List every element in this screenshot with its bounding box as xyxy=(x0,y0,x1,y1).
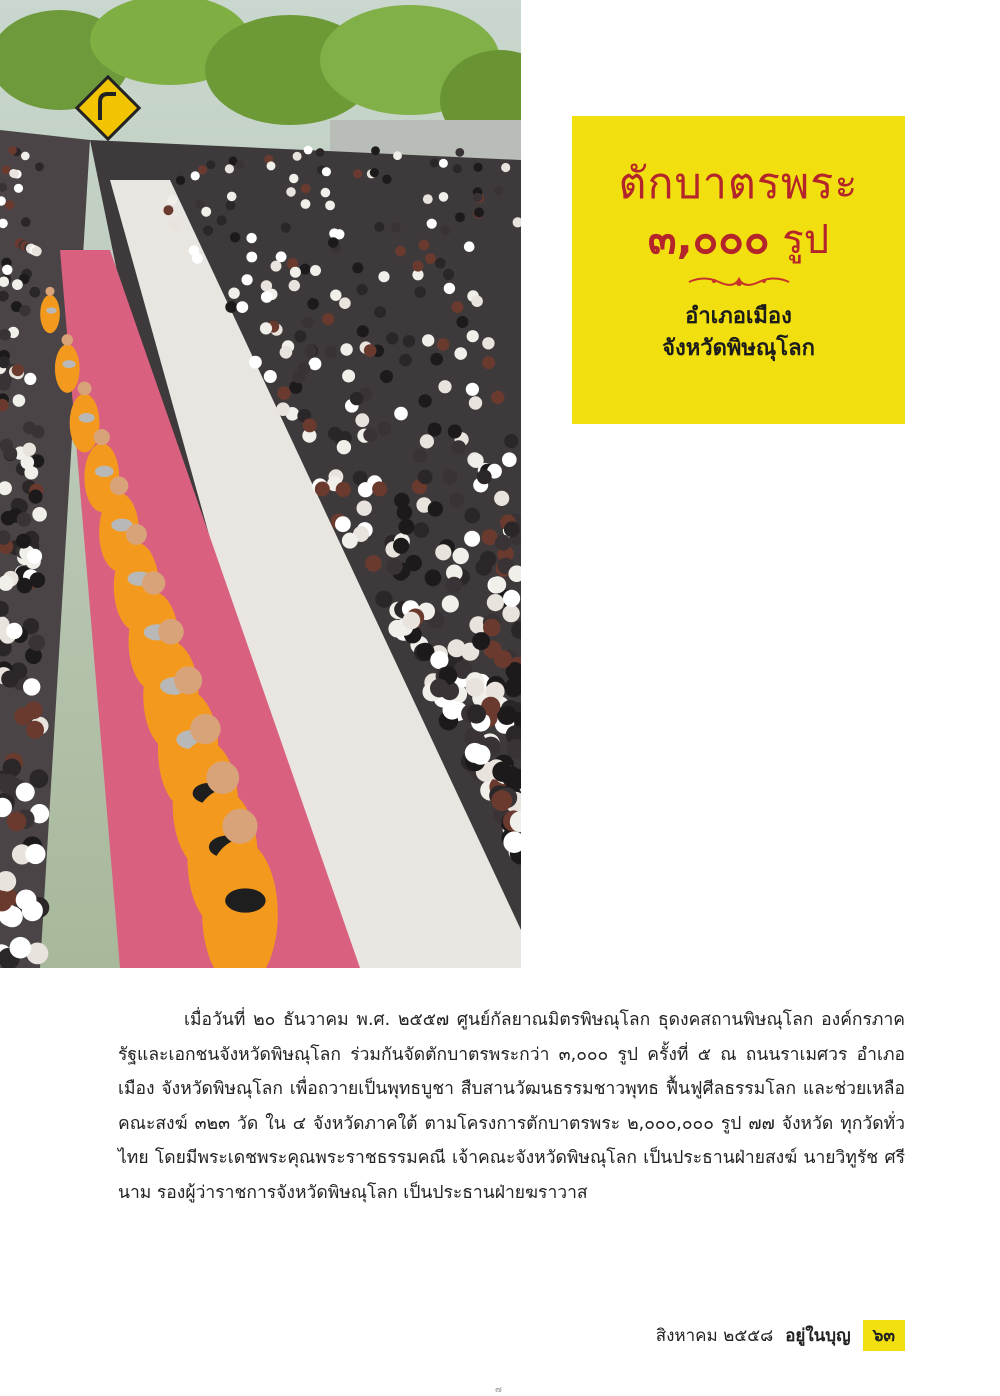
page-number: ๖๓ xyxy=(863,1320,905,1351)
count-unit: รูป xyxy=(782,217,830,263)
ornament-divider-icon xyxy=(684,271,794,293)
article-paragraph: เมื่อวันที่ ๒๐ ธันวาคม พ.ศ. ๒๕๕๗ ศูนย์กัลยาณมิตรพิษณุโลก ธุดงคสถานพิษณุโลก องค์กรภาครัฐและเอกชนจังหวัดพิษณุโลก ร่วมกันจัดตักบาตรพระกว่า ๓,๐๐๐ รูป ครั้งที่ ๕ ณ ถนนราเมศวร อำเภอเมือง จังหวัดพิษณุโลก เพื่อถวายเป็นพุทธบูชา สืบสานวัฒนธรรมชาวพุทธ ฟื้นฟูศีลธรรมโลก และช่วยเหลือคณะสงฆ์ ๓๒๓ วัด ใน ๔ จังหวัดภาคใต้ ตามโครงการตักบาตรพระ ๒,๐๐๐,๐๐๐ รูป ๗๗ จังหวัด ทุกวัดทั่วไทย โดยมีพระเดชพระคุณพระราชธรรมคณี เจ้าคณะจังหวัดพิษณุโลก เป็นประธานฝ่ายสงฆ์ นายวิทูรัช ศรีนาม รองผู้ว่าราชการจังหวัดพิษณุโลก เป็นประธานฝ่ายฆราวาส xyxy=(118,1010,905,1203)
title-heading: ตักบาตรพระ xyxy=(618,159,859,209)
alms-procession-illustration xyxy=(0,0,521,968)
title-box xyxy=(572,116,905,424)
title-count xyxy=(572,216,905,263)
magazine-name: อยู่ในบุญ xyxy=(785,1325,851,1346)
event-photo xyxy=(0,0,521,968)
district-name: อำเภอเมือง xyxy=(685,304,792,329)
province-name: จังหวัดพิษณุโลก xyxy=(662,336,815,361)
monk-count: ๓,๐๐๐ xyxy=(647,214,770,263)
bottom-mark: ๗ xyxy=(495,1385,502,1395)
page-footer xyxy=(656,1320,905,1350)
issue-date: สิงหาคม ๒๕๕๘ xyxy=(655,1325,774,1346)
location-subtitle xyxy=(572,301,905,365)
